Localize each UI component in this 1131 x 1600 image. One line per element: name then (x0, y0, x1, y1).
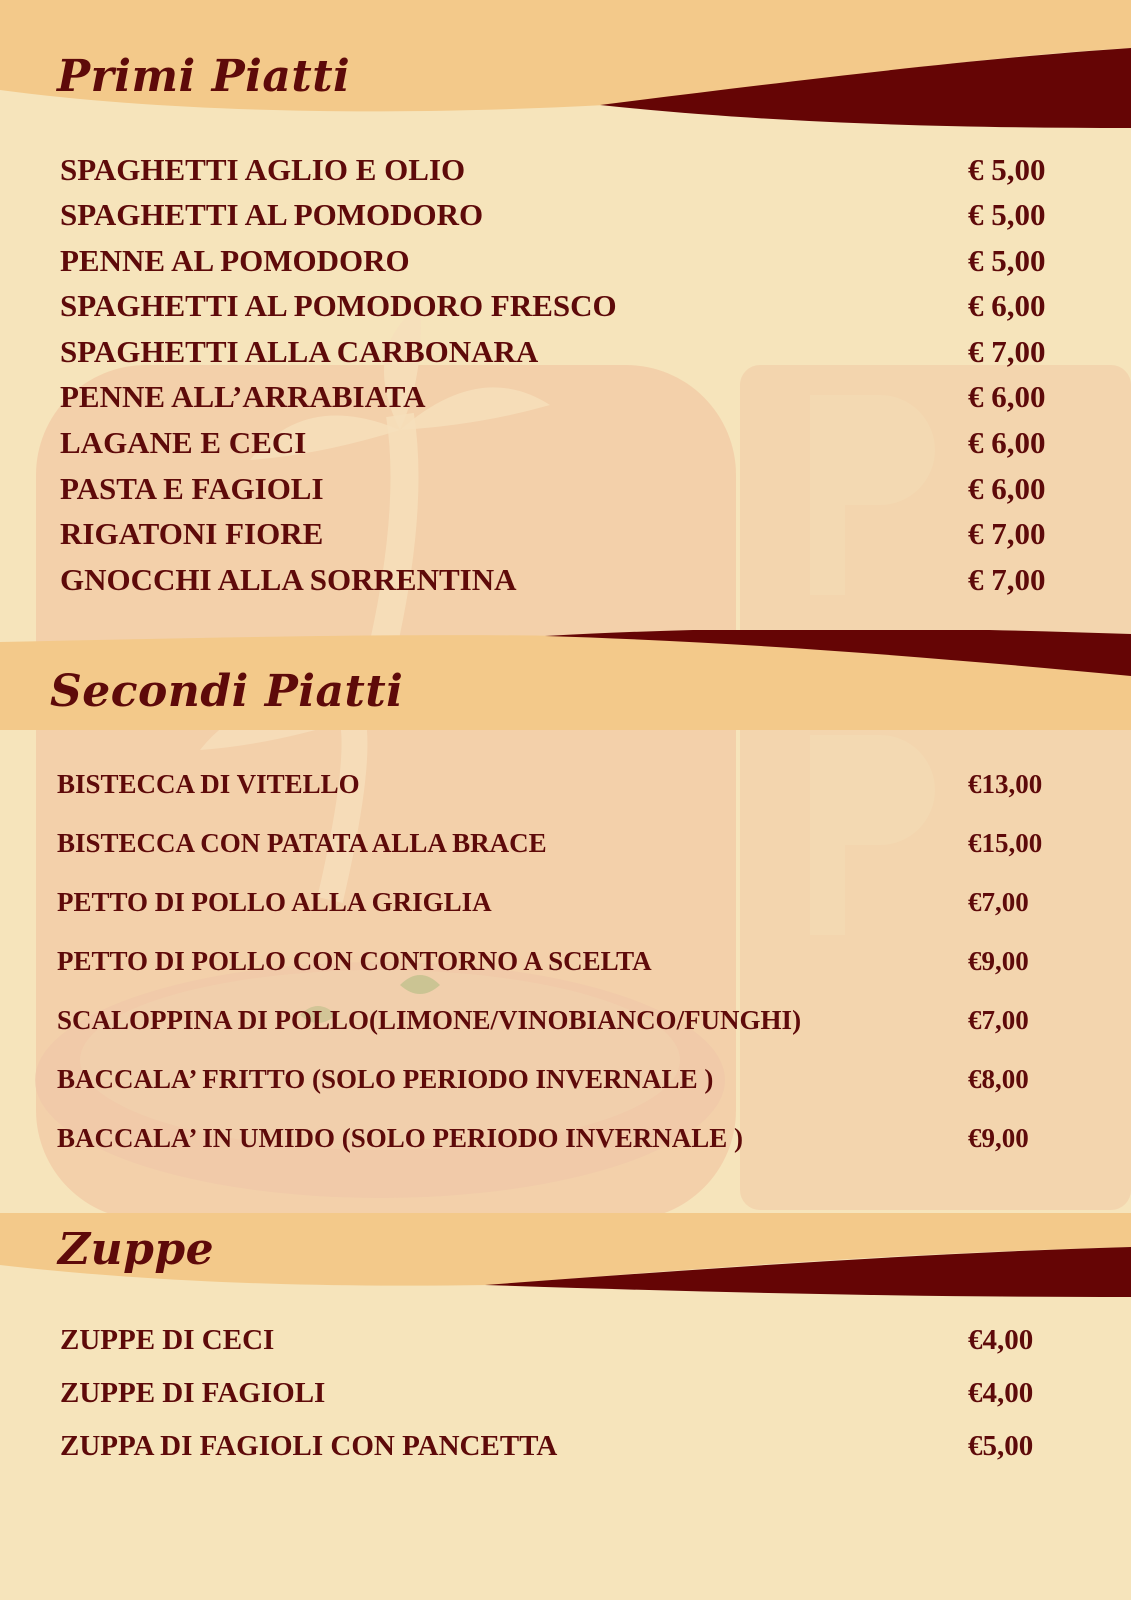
item-name: GNOCCHI ALLA SORRENTINA (60, 562, 517, 597)
section-title-secondi: Secondi Piatti (50, 666, 404, 717)
item-name: BACCALA’ FRITTO (SOLO PERIODO INVERNALE ) (57, 1064, 714, 1094)
item-name: PENNE ALL’ARRABIATA (60, 379, 426, 414)
section-title-zuppe: Zuppe (58, 1224, 215, 1275)
list-item (0, 1426, 1131, 1466)
item-name: PETTO DI POLLO ALLA GRIGLIA (57, 887, 492, 917)
item-name: BISTECCA CON PATATA ALLA BRACE (57, 828, 547, 858)
item-price: €7,00 (968, 887, 1029, 917)
list-item (0, 286, 1131, 326)
list-item (0, 241, 1131, 281)
item-price: €13,00 (968, 769, 1043, 799)
list-item (0, 941, 1131, 981)
item-name: BISTECCA DI VITELLO (57, 769, 360, 799)
item-name: SPAGHETTI AL POMODORO FRESCO (60, 288, 617, 323)
list-item (0, 1059, 1131, 1099)
item-name: ZUPPE DI FAGIOLI (60, 1377, 326, 1409)
item-name: PETTO DI POLLO CON CONTORNO A SCELTA (57, 946, 652, 976)
list-item (0, 560, 1131, 600)
item-price: € 7,00 (968, 516, 1046, 551)
item-price: € 6,00 (968, 288, 1046, 323)
item-name: SCALOPPINA DI POLLO(LIMONE/VINOBIANCO/FUNGHI) (57, 1005, 802, 1035)
list-item (0, 1000, 1131, 1040)
item-price: €9,00 (968, 946, 1029, 976)
list-item (0, 1320, 1131, 1360)
list-item (0, 823, 1131, 863)
list-item (0, 195, 1131, 235)
item-name: ZUPPE DI CECI (60, 1324, 275, 1356)
item-name: SPAGHETTI ALLA CARBONARA (60, 334, 539, 369)
list-item (0, 764, 1131, 804)
list-item (0, 1373, 1131, 1413)
item-price: € 6,00 (968, 425, 1046, 460)
item-price: € 5,00 (968, 243, 1046, 278)
item-price: €4,00 (968, 1324, 1034, 1356)
item-price: €8,00 (968, 1064, 1029, 1094)
list-item (0, 332, 1131, 372)
item-price: € 5,00 (968, 152, 1046, 187)
list-item (0, 150, 1131, 190)
item-name: SPAGHETTI AGLIO E OLIO (60, 152, 466, 187)
section-title-primi: Primi Piatti (57, 51, 351, 102)
item-name: PENNE AL POMODORO (60, 243, 410, 278)
item-price: €9,00 (968, 1123, 1029, 1153)
item-name: BACCALA’ IN UMIDO (SOLO PERIODO INVERNALE ) (57, 1123, 744, 1153)
item-price: €5,00 (968, 1430, 1034, 1462)
item-price: € 6,00 (968, 379, 1046, 414)
item-name: PASTA E FAGIOLI (60, 471, 324, 506)
item-price: € 7,00 (968, 562, 1046, 597)
list-item (0, 469, 1131, 509)
item-price: €15,00 (968, 828, 1043, 858)
item-price: €7,00 (968, 1005, 1029, 1035)
list-item (0, 423, 1131, 463)
item-name: RIGATONI FIORE (60, 516, 324, 551)
item-name: SPAGHETTI AL POMODORO (60, 197, 484, 232)
list-item (0, 377, 1131, 417)
item-name: ZUPPA DI FAGIOLI CON PANCETTA (60, 1430, 558, 1462)
item-name: LAGANE E CECI (60, 425, 307, 460)
item-price: €4,00 (968, 1377, 1034, 1409)
item-price: € 6,00 (968, 471, 1046, 506)
item-price: € 5,00 (968, 197, 1046, 232)
list-item (0, 514, 1131, 554)
list-item (0, 1118, 1131, 1158)
item-price: € 7,00 (968, 334, 1046, 369)
list-item (0, 882, 1131, 922)
